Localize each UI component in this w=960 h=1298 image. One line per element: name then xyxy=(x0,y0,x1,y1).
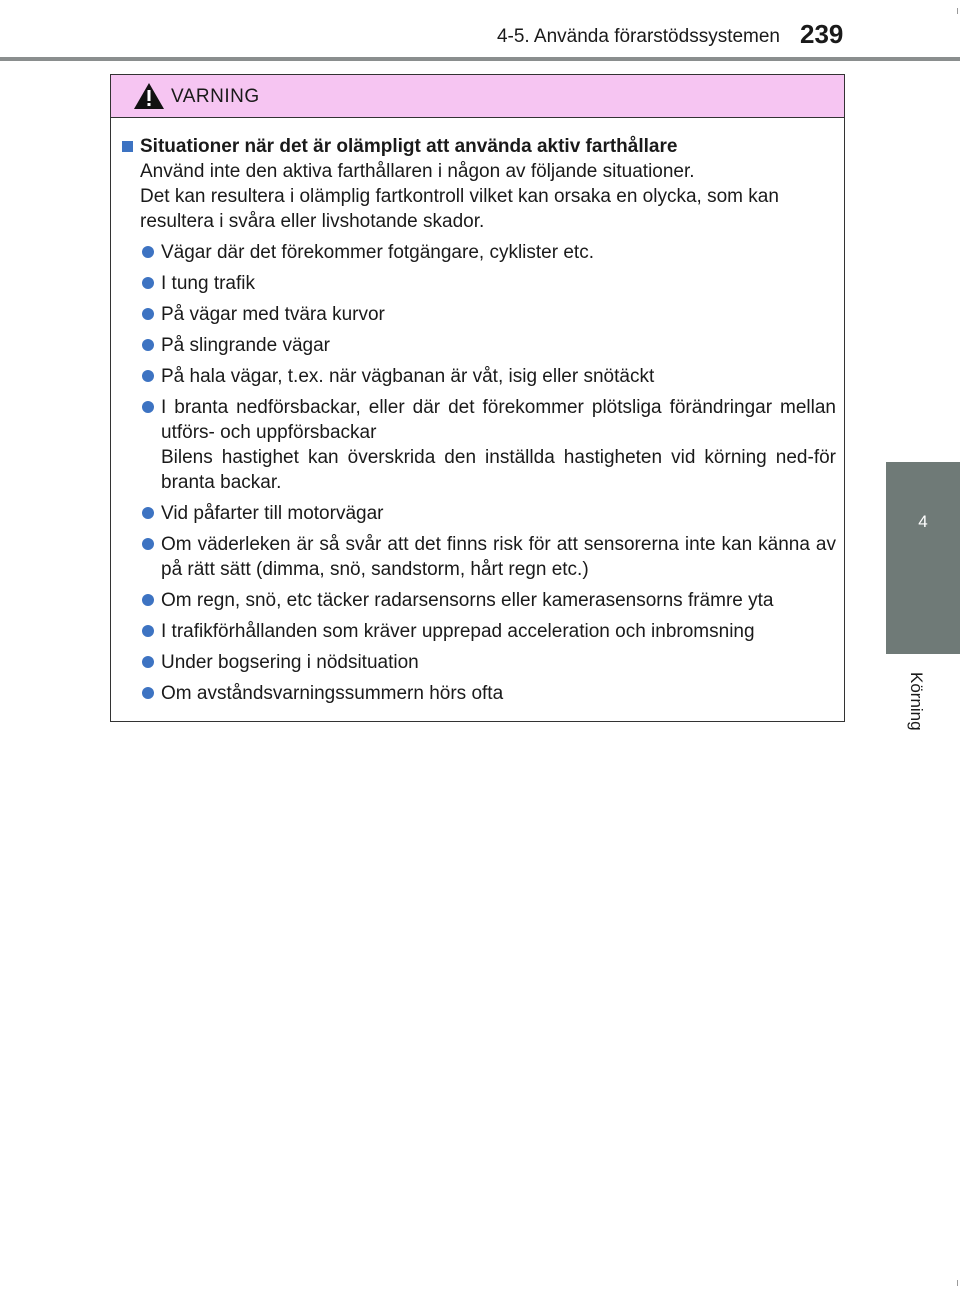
bullet-dot-icon xyxy=(142,507,154,519)
list-item-text: På slingrande vägar xyxy=(161,335,330,356)
bullet-dot-icon xyxy=(142,687,154,699)
chapter-tab xyxy=(886,462,960,654)
list-item xyxy=(119,240,836,265)
bullet-dot-icon xyxy=(142,370,154,382)
list-item xyxy=(119,395,836,495)
warning-triangle-icon xyxy=(133,82,165,110)
chapter-label: Körning xyxy=(907,672,926,731)
list-item-text: På hala vägar, t.ex. när vägbanan är våt, isig eller snötäckt xyxy=(161,366,655,387)
intro-line: Använd inte den aktiva farthållaren i någon av följande situationer. xyxy=(140,161,695,182)
section-heading xyxy=(119,134,836,159)
warning-header xyxy=(111,75,844,118)
bullet-dot-icon xyxy=(142,339,154,351)
list-item xyxy=(119,271,836,296)
list-item xyxy=(119,532,836,582)
situation-list xyxy=(119,240,836,706)
warning-label: VARNING xyxy=(171,86,260,107)
list-item-text: Vägar där det förekommer fotgängare, cyklister etc. xyxy=(161,242,594,263)
bullet-dot-icon xyxy=(142,308,154,320)
list-item-text: Om regn, snö, etc täcker radarsensorns eller kamerasensorns främre yta xyxy=(161,590,774,611)
bullet-dot-icon xyxy=(142,625,154,637)
warning-body xyxy=(111,118,844,706)
list-item xyxy=(119,588,836,613)
section-title: 4-5. Använda förarstödssystemen xyxy=(496,26,780,47)
crop-mark xyxy=(957,1280,958,1286)
section-heading-text: Situationer när det är olämpligt att använda aktiv farthållare xyxy=(140,136,678,157)
bullet-dot-icon xyxy=(142,656,154,668)
list-item xyxy=(119,650,836,675)
chapter-label-container xyxy=(906,672,940,762)
list-item-text: Vid påfarter till motorvägar xyxy=(161,503,384,524)
list-item-text: I tung trafik xyxy=(161,273,255,294)
list-item xyxy=(119,619,836,644)
list-item xyxy=(119,501,836,526)
list-item-text: I branta nedförsbackar, eller där det förekommer plötsliga förändringar mellan utförs- och uppförsbackar xyxy=(161,397,836,443)
list-item xyxy=(119,364,836,389)
bullet-dot-icon xyxy=(142,594,154,606)
header-rule xyxy=(0,57,960,61)
list-item-text: På vägar med tvära kurvor xyxy=(161,304,385,325)
chapter-number: 4 xyxy=(918,512,928,531)
list-item-text: Under bogsering i nödsituation xyxy=(161,652,419,673)
list-item xyxy=(119,333,836,358)
crop-mark xyxy=(957,8,958,14)
list-item-text: Om väderleken är så svår att det finns risk för att sensorerna inte kan känna av på rätt sätt (dimma, snö, sandstorm, hårt regn etc.) xyxy=(161,534,836,580)
intro-text xyxy=(140,159,836,234)
square-bullet-icon xyxy=(122,141,133,152)
list-item-text: Om avståndsvarningssummern hörs ofta xyxy=(161,683,504,704)
bullet-dot-icon xyxy=(142,246,154,258)
bullet-dot-icon xyxy=(142,277,154,289)
bullet-dot-icon xyxy=(142,538,154,550)
list-item xyxy=(119,681,836,706)
warning-box xyxy=(110,74,845,722)
page-number: 239 xyxy=(800,19,844,49)
bullet-dot-icon xyxy=(142,401,154,413)
intro-line: Det kan resultera i olämplig fartkontroll vilket kan orsaka en olycka, som kan resultera i svåra eller livshotande skador. xyxy=(140,186,779,232)
list-item xyxy=(119,302,836,327)
list-item-text: I trafikförhållanden som kräver upprepad acceleration och inbromsning xyxy=(161,621,755,642)
list-item-text: Bilens hastighet kan överskrida den inställda hastigheten vid körning ned-för branta backar. xyxy=(161,447,836,493)
